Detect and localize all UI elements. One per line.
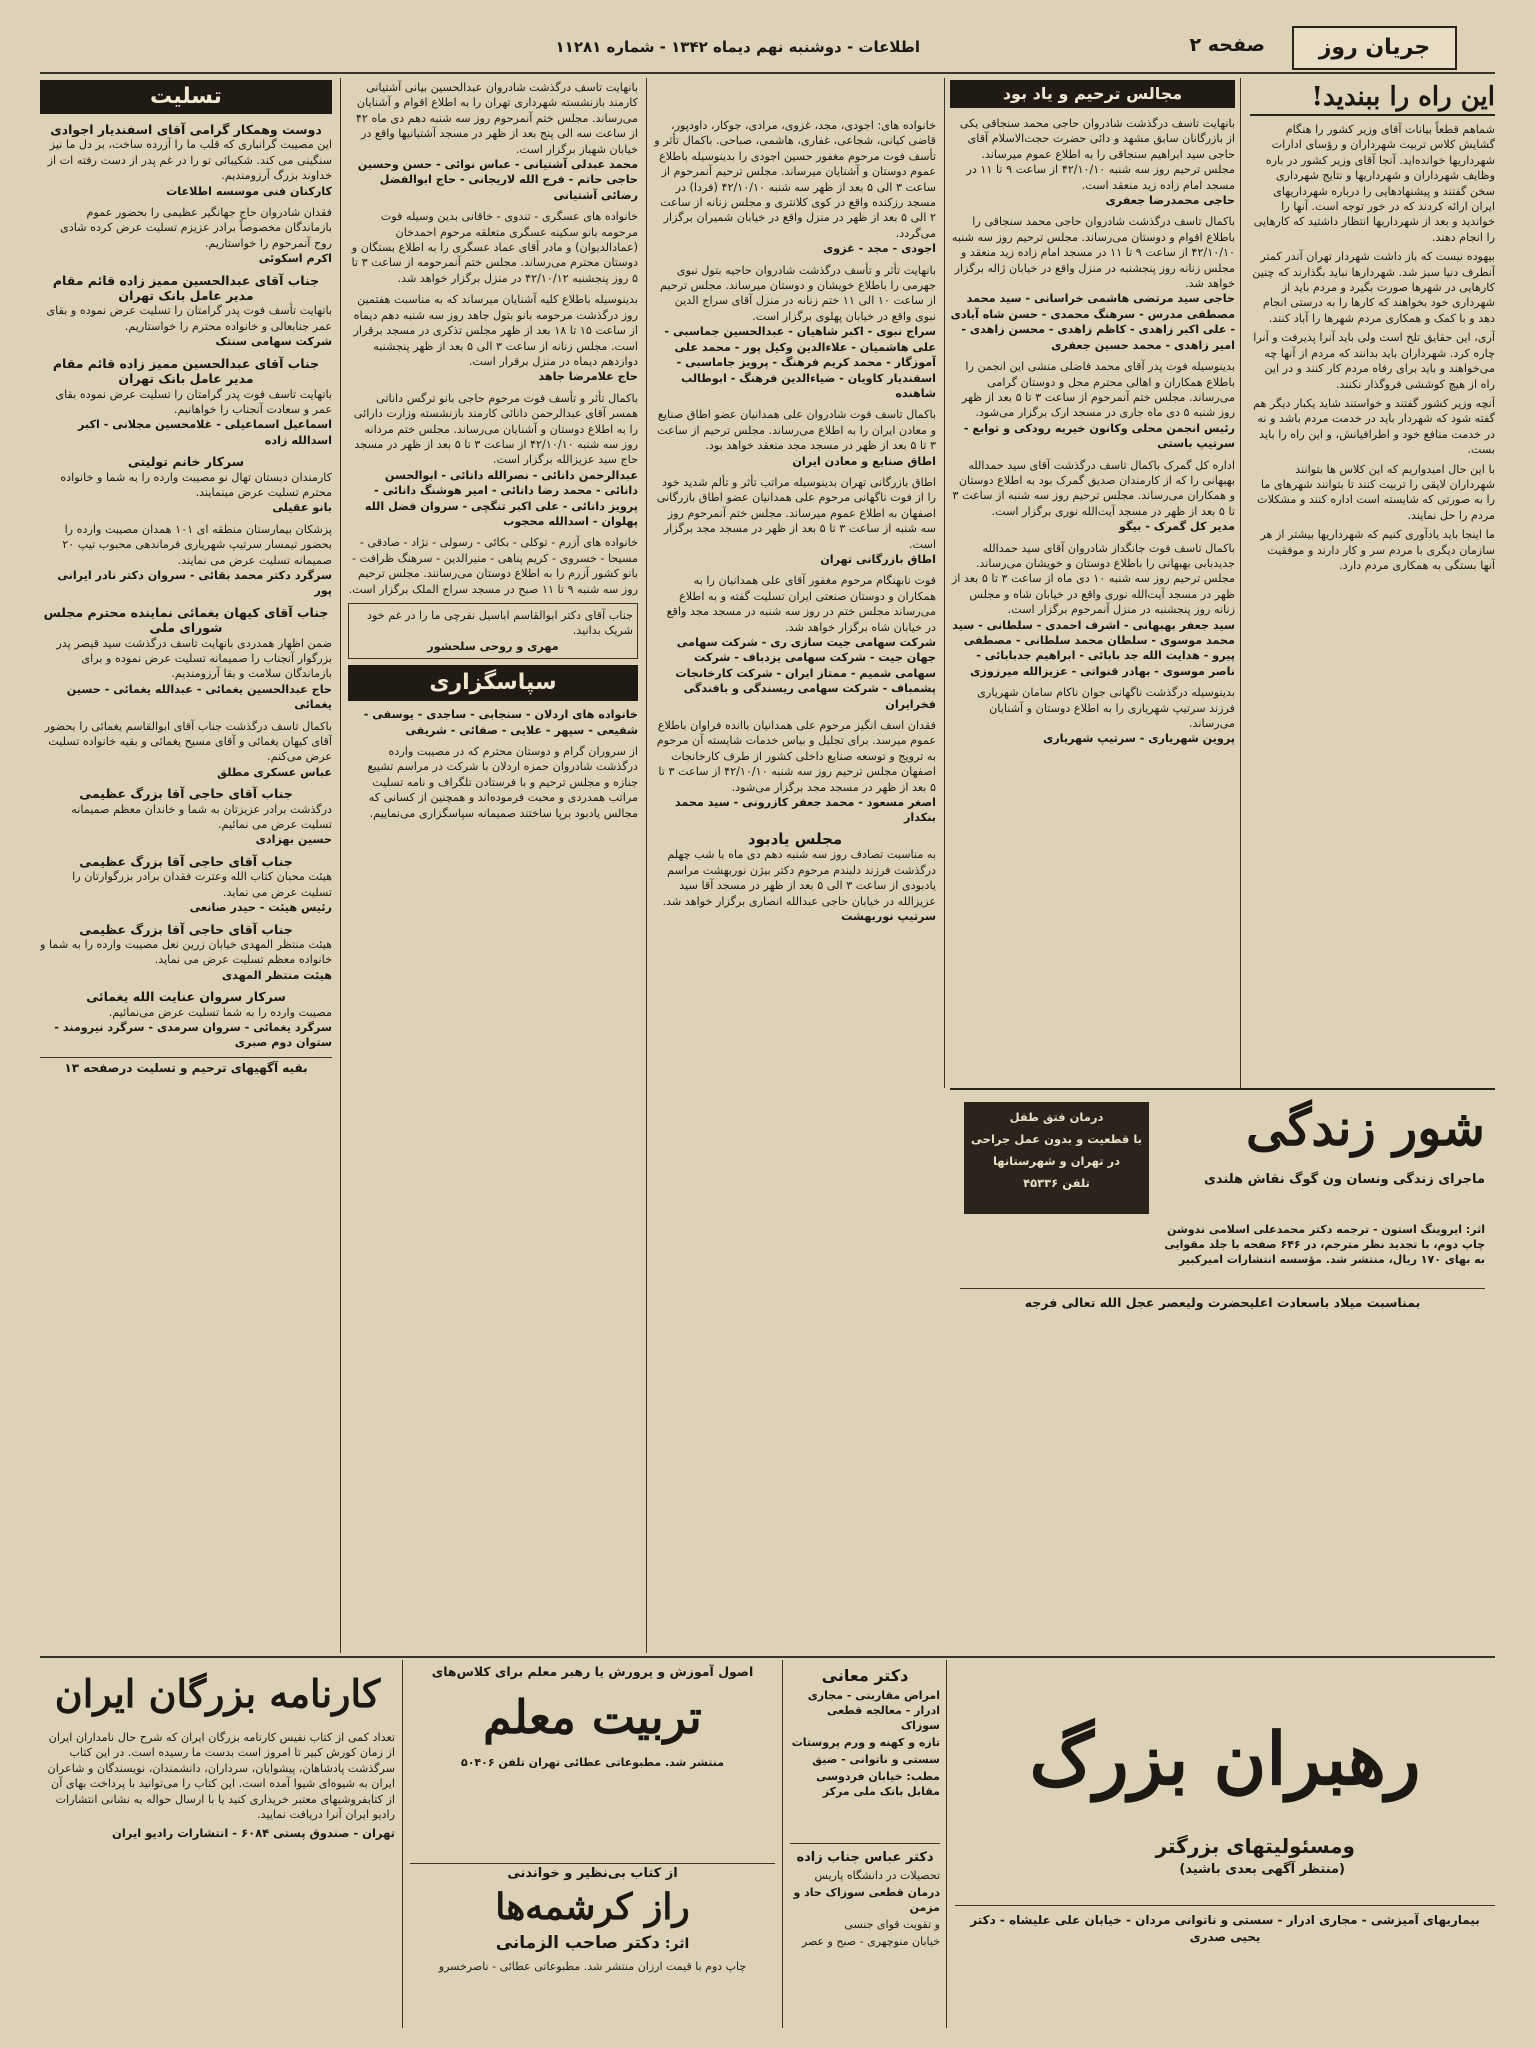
rahbaran-title: رهبران بزرگ [1029,1716,1421,1801]
obituary-notice: خانواده های: اجودی، مجد، غزوی، مرادی، جوکار، داودپور، قاضی کیانی، شجاعی، غفاری، هاشمی، صباحی. باکمال تأثر و تأسف فوت مرحوم مغفور حسین اجودی را بدینوسیله باطلاع عموم دوستان و آشنایان میرساند. مجلس ترحیم آنمرحوم از ساعت ۳ الی ۵ بعد از ظهر سه شنبه ۴۲/۱۰/۱۰ (فردا) در مسجد رزکنده واقع در کوی کلانتری و مجلس زنانه از ساعت ۲ الی ۵ بعد از ظهر در منزل واقع در خیابان شمیران برگزار می‌گردد. اجودی - مجد - غزوی [654,119,936,256]
hernia-ad-line: با قطعیت و بدون عمل جراحی [971,1132,1142,1146]
condolence-notice: جناب آقای حاجی آقا بزرگ عظیمی هیئت محبان کتاب الله وعترت فقدان برادر بزرگوارتان را تسلیت عرض می نماید. رئیس هیئت - حیدر صانعی [72,853,332,915]
karnameh-ad [40,1664,395,2026]
editorial-paragraph: با این حال امیدواریم که این کلاس ها بتوانند شهرداران لایقی را تربیت کنند تا بتوانند شهرهای ما را به صورتی که شایسته است اداره کنند و مشکلات مردم را حل نمایند. [1257,462,1495,522]
obituary-notice: بدینوسیله فوت پدر آقای محمد فاضلی منشی این انجمن را باطلاع همکاران و اهالی محترم محل و دوستان گرامی می‌رساند. مجلس ختم آنمرحوم از ساعت ۳ تا ۵ بعد از ظهر روز شنبه ۵ دی ماه جاری در مسجد ارک برگزار می‌شود. رئیس انجمن محلی وکانون خیریه رودکی و توابع - سرتیپ باستی [961,360,1235,451]
obituary-notice: باکمال تاسف فوت جانگداز شادروان آقای سید حمدالله جدیدبابی بهبهانی را باطلاع دوستان و خویشان می‌رساند. مجلس ترحیم روز سه شنبه ۱۰ دی ماه از ساعت ۳ تا ۵ بعد از ظهر در مسجد آیت‌الله نوری واقع در خیابان شاه و مجلس زنانه روز پنجشنبه در منزل آنمرحوم برگزار است. سید جعفر بهبهانی - اشرف احمدی - سلطانی - سید محمد موسوی - سلطان محمد سلطانی - مصطفی پیرو - هدایت الله جد بابائی - ابراهیم جدبابائی - ناصر موسوی - بهادر قنواتی - عزیزالله میرزوزی [951,541,1235,678]
ad-line: به بهای ۱۷۰ ریال، منتشر شد. مؤسسه انتشارات امیرکبیر [1178,1253,1485,1266]
condolence-notice: جناب آقای کیهان یغمائی نماینده محترم مجلس شورای ملی ضمن اظهار همدردی بانهایت تاسف درگذشت سید قیصر پدر بزرگوار آنجناب را صمیمانه تسلیت عرض نموده و برای بازماندگان سلامت و بقا آرزومندیم. حاج عبدالحسین یغمائی - عبدالله یغمائی - حسین یغمائی [43,604,332,712]
editorial-headline: این راه را ببندید! [1250,80,1495,116]
raz-top: از کتاب بی‌نظیر و خواندنی [507,1866,678,1881]
tarbiat-top: اصول آموزش و پرورش یا رهبر معلم برای کلاس‌های [431,1664,754,1679]
hernia-ad-line: درمان فتق طفل [1009,1110,1104,1124]
raz-author-line: اثر: دکتر صاحب الزمانی [495,1933,690,1953]
obituary-notice: بانهایت تاسف درگذشت شادروان حاجی محمد سنجاقی یکی از بازرگانان سابق مشهد و دائی حضرت حجت‌الاسلام آقای حاجی سید ابراهیم سنجاقی را به اطلاع عموم میرساند. مجلس ترحیم روز سه شنبه ۴۲/۱۰/۱۰ از ساعت ۹ تا ۱۱ در مسجد امام زاده زید منعقد است. حاجی محمدرضا جعفری [959,117,1235,208]
column-rule [1240,78,1241,1088]
doctor-ad-1 [790,1664,940,1844]
obituary-notice: اطاق بازرگانی تهران بدینوسیله مراتب تأثر و تألم شدید خود را از فوت ناگهانی مرحوم علی همدانیان عضو اطاق بازرگانی اصفهان به اطلاع عموم میرساند. مجلس ختم آنمرحوم روز سه شنبه از ساعت ۳ تا ۵ بعد از ظهر در مسجد مجد برگزار است. اطاق بازرگانی تهران [656,475,936,566]
raz-ad [410,1866,775,2026]
obituary-notice: اداره کل گمرک باکمال تاسف درگذشت آقای سید حمدالله بهبهانی را که از کارمندان صدیق گمرک بود به اطلاع دوستان و همکاران می‌رساند. مجلس ترحیم روز سه شنبه از ساعت ۳ تا ۵ بعد از ظهر در مسجد آیت‌الله نوری برگزار است. مدیر کل گمرک - بیگو [952,458,1235,534]
doctor2-line: تحصیلات در دانشگاه پاریس [814,1869,940,1882]
condolence-notice: فقدان شادروان حاج جهانگیر عظیمی را بحضور عموم بازماندگان مخصوصاً برادر عزیزم تسلیت عرض کرده شادی روح آنمرحوم را خواستاریم. اکرم اسکوئی [60,206,332,266]
doctor1-line: تازه و کهنه و ورم پروستات [791,1736,940,1749]
birthday-line: بمناسبت میلاد باسعادت اعلیحضرت ولیعصر عجل الله تعالی فرجه [960,1288,1485,1310]
condolence-notice: جناب آقای عبدالحسین ممیز زاده قائم مقام مدیر عامل بانک تهران باتهایت تاسف فوت پدر گرامتان را تسلیت عرض نموده بقای عمر و سعادت آنجناب را خواهانیم. اسماعیل اسماعیلی - غلامحسین مجلانی - اکبر اسدالله زاده [52,355,332,447]
hernia-ad-line: تلفن ۴۵۳۳۶ [1023,1176,1090,1190]
editorial-paragraph: شماهم قطعاً بیانات آقای وزیر کشور را هنگام گشایش کلاس تربیت شهرداران و رؤسای ادارات شهرداریها خوانده‌اید. آنجا آقای وزیر کشور در باره وظایف شهرداران و شهرداریها و نتایج شهرداری سخن گفتند و پیشنهادهایی را درباره شهرداریهای ایران ارائه کردند که در خور توجه است. آنها را خواندید و بعد از شهرداریها انتظار داشتید که کارهایی را انجام دهند. [1253,123,1495,244]
condolence-notice: باکمال تاسف درگذشت جناب آقای ابوالقاسم یغمائی را بحضور آقای کیهان یغمائی و آقای مسیح یغمائی و بقیه خانواده تسلیت عرض می‌کنم. عباس عسکری مطلق [44,719,332,779]
editorial-paragraph: آری، این حقایق تلخ است ولی باید آنرا پذیرفت و آنرا چاره کرد. شهرداران باید بدانند که مردم از آنها چه می‌خواهند و باید برای رفاه مردم کار کنند و در این راه از هیچ کوششی فروگذار نکنند. [1253,331,1495,391]
tarbiat-title: تربیت معلم [483,1690,702,1744]
page-label: صفحه ۲ [1189,34,1265,56]
shoor-zendegi-details [964,1222,1485,1267]
obituary-notice: بدینوسیله باطلاع کلیه آشنایان میرساند که به مناسبت هفتمین روز درگذشت مرحومه بانو بتول جاهد روز سه شنبه دهم دیماه از ساعت ۱۵ تا ۱۸ بعد از ظهر مجلس تذکری در مسجد برقرار است. مجلس زنانه از ساعت ۳ الی ۵ بعد از ظهر پنجشنبه دوازدهم دیماه در منزل برقرار است. حاج علامرضا جاهد [353,293,638,384]
rahbaran-ad [955,1664,1495,2026]
obituary-notice: بدینوسیله درگذشت ناگهانی جوان ناکام سامان شهریاری فرزند سرتیپ شهریاری را به اطلاع دوستان و آشنایان می‌رساند. پروین شهریاری - سرتیپ شهریاری [977,686,1235,746]
karnameh-title: کارنامه بزرگان ایران [54,1671,381,1716]
shoor-zendegi-title: شور زندگی [1245,1098,1485,1157]
doctor2-name: دکتر عباس جناب زاده [796,1850,934,1865]
memorial-notice: مجلس یادبود به مناسبت تصادف روز سه شنبه دهم دی ماه با شب چهلم درگذشت فرزند دلبندم مرحوم دکتر بیژن نوربهشت مراسم یادبودی از ساعت ۳ الی ۵ بعد از ظهر در مسجد آقا سید عزیزالله در خیابان حاجی عبدالله انصاری برگزار خواهد شد. سرتیپ نوربهشت [662,829,936,923]
obituary-notice: خانواده های آزرم - توکلی - بکائی - رسولی - نژاد - صادقی - مسیحا - خسروی - کریم پناهی - منیرالدین - سرهنگ ظرافت - بانو کشور آزرم را به اطلاع دوستان می‌رسانند. مجلس ترحیم روز سه شنبه ۹ تا ۱۱ صبح در مسجد سراج الملک برگزار است. [348,536,638,596]
karnameh-contact: تهران - صندوق پستی ۶۰۸۴ - انتشارات رادیو ایران [112,1826,395,1841]
condolence-banner: تسلیت [40,80,332,114]
condolence-notice: جناب آقای عبدالحسین ممیز زاده قائم مقام مدیر عامل بانک تهران باتهایت تأسف فوت پدر گرامتان را تسلیت عرض نموده و بقای عمر جنابعالی و خانواده محترم را خواستاریم. شرکت سهامی سنتک [46,272,332,349]
obituary-notice: بانهایت تاسف درگذشت شادروان عبدالحسین بیانی آشتیانی کارمند بازنشسته شهرداری تهران را به اطلاع اقوام و آشنایان می‌رساند. مجلس ختم آنمرحوم روز سه شنبه دهم دی ماه ۴۲ از ساعت سه الی پنج بعد از ظهر در مسجد آشتیانیها واقع در خیابان شهباز برگزار است. محمد عبدلی آشتیانی - عباس نوائی - حسن وحسین حاجی حاتم - فرج الله لاریجانی - حاج ابوالفضل رضائی آشتیانی [355,81,638,202]
obituary-notice: باکمال تاسف درگذشت شادروان حاجی محمد سنجاقی را باطلاع اقوام و دوستان می‌رساند. مجلس ترحیم روز سه شنبه ۴۲/۱۰/۱۰ از ساعت ۹ تا ۱۱ در مسجد امام زاده زید منعقد و مجلس زنانه روز پنجشنبه در منزل واقع در خیابان ژاله برگزار خواهد شد. حاجی سید مرتضی هاشمی خراسانی - سید محمد مصطفی مدرس - سرهنگ محمدی - حسن شاه آبادی - علی اکبر زاهدی - کاظم زاهدی - محسن زاهدی - امیر زاهدی - محمد حسین جعفری [950,215,1235,352]
editorial-paragraph: ما اینجا باید یادآوری کنیم که شهرداریها بیشتر از هر سازمان دیگری با مردم سر و کار دارند و موفقیت آنها بستگی به همکاری مردم دارد. [1260,528,1495,572]
column-rule [402,1660,403,2028]
ad-line: چاپ دوم، با تجدید نظر مترجم، در ۶۴۶ صفحه با جلد مقوایی [1164,1238,1485,1251]
condolence-notice: جناب آقای حاجی آقا بزرگ عظیمی درگذشت برادر عزیزتان به شما و خاندان معظم صمیمانه تسلیت عرض می نمائیم. حسین بهزادی [71,786,332,847]
column-rule [340,78,341,1653]
editorial-paragraph: بیهوده نیست که باز داشت شهردار تهران آندر کمتر آنطرف دنیا سبز شد. شهردارها نباید بگذارند که چنین کارهایی در شهرها صورت بگیرد و مردم باید از شهرداری خود بخواهند که کارها را به درستی انجام دهد و با کمک و همکاری مردم شهرها را آباد کنند. [1252,250,1495,325]
thanks-banner: سپاسگزاری [348,665,638,701]
majales-column [950,80,1235,1088]
raz-title: راز کرشمه‌ها [495,1886,690,1928]
karnameh-body: تعداد کمی از کتاب نفیس کارنامه بزرگان ایران که شرح حال نامداران ایران از زمان کورش کبیر تا امروز است بدست ما رسیده است. در این کتاب سرگذشت پادشاهان، پیشوایان، سرداران، دانشمندان، نویسندگان و شاعران ایران به شیوه‌ای شیوا آمده است. این کتاب را می‌توانید با پرداخت بهای آن از کتابفروشیهای معتبر خریداری کنید یا با ارسال حواله به نشانی انتشارات رادیو ایران آنرا دریافت نمایید. [47,1731,395,1822]
continued-footer: بقیه آگهیهای ترحیم و تسلیت درصفحه ۱۳ [40,1057,332,1075]
raz-sub: چاپ دوم با قیمت ارزان منتشر شد. مطبوعاتی عطائی - ناصرخسرو [438,1960,747,1973]
obituary-notice: فقدان اسف انگیز مرحوم علی همدانیان باانده فراوان باطلاع عموم میرسد. برای تجلیل و بیاس خدمات شایسته آن مرحوم به ترویج و توسعه صنایع داخلی کشور از طرف کارخانجات اصفهان مجلس ترحیم روز سه شنبه ۴۲/۱۰/۱۰ از ساعت ۳ تا ۵ بعد از ظهر در مسجد مجد برگزار می‌شود. اصغر مسعود - محمد جعفر کازرونی - سید محمد بنکدار [656,719,936,825]
page-header [0,0,1535,80]
hernia-ad-line: در تهران و شهرستانها [992,1154,1121,1168]
doctor1-name: دکتر معانی [821,1666,909,1685]
shoor-zendegi-ad [950,1088,1495,1320]
doctor2-line: درمان قطعی سوزاک حاد و مزمن [793,1886,940,1914]
condolence-notice: سرکار خانم تولیتی کارمندان دبستان تهال نو مصیبت وارده را به شما و خانواده محترم تسلیت عرض مینمایند. بانو عقیلی [60,454,332,515]
column-rule [782,1660,783,2028]
shoor-zendegi-subtitle: ماجرای زندگی ونسان ون گوگ نقاش هلندی [1204,1172,1485,1187]
doctor1-line: سستی و ناتوانی - ضیق [812,1753,940,1766]
thanks-families: خانواده های اردلان - سنجابی - ساجدی - یوسفی - شفیعی - سپهر - علایی - صفائی - شریفی [363,708,638,737]
rahbaran-subtitle-2: (منتظر آگهی بعدی باشید) [1179,1862,1345,1877]
column-rule [646,78,647,1653]
thanks-body: از سروران گرام و دوستان محترم که در مصیبت وارده درگذشت شادروان حمزه اردلان با شرکت در مراسم تشییع جنازه و مجلس ترحیم و با فرستادن تلگراف و نامه تسلیت مراتب همدردی و محبت فرموده‌اند و همچنین از کسانی که مجالس یادبود برپا ساختند صمیمانه سپاسگزاری می‌نماییم. [367,745,638,820]
obituary-notice: بانهایت تأثر و تأسف درگذشت شادروان حاجیه بتول نبوی جهرمی را باطلاع خویشان و دوستان میرساند. مجلس ترحیم از ساعت ۱۰ الی ۱۱ ختم زنانه در منزل آقای سراج الدین نبوی واقع در خیابان پهلوی برگزار است. سراج نبوی - اکبر شاهیان - عبدالحسین جماسبی - علی هاشمیان - علاءالدین وکیل پور - محمد علی آموزگار - محمد کریم فرهنگ - پرویز جاماسبی - اسفندیار کاویان - ضیاءالدین فرهنگ - ابوطالب شاهنده [660,263,936,400]
hernia-ad-box [964,1102,1149,1214]
condolence-notice: سرکار سروان عنایت الله یغمائی مصیبت وارده را به شما تسلیت عرض می‌نمائیم. سرگرد یغمائی - سروان سرمدی - سرگرد نیرومند - ستوان دوم صبری [54,989,332,1050]
rahbaran-footer: بیماریهای آمیزشی - مجاری ادرار - سستی و ناتوانی مردان - خیابان علی علیشاه - دکتر یحیی صدری [955,1905,1495,1946]
header-rule [40,72,1495,74]
doctor2-line: خیابان منوچهری - صبح و عصر [801,1935,940,1948]
tarbiat-sub: منتشر شد. مطبوعاتی عطائی تهران تلفن ۵۰۴۰۶ [461,1756,724,1769]
condolence-notice: پزشکان بیمارستان منطقه ای ۱۰۱ همدان مصیبت وارده را بحضور تیمسار سرتیپ شهریاری فرماندهی محبوب تیپ ۲۰ صمیمانه تسلیت عرض می نمایند. سرگرد دکتر محمد بقائی - سروان دکتر نادر ایرانی پور [57,522,332,598]
condolence-notice: دوست وهمکار گرامی آقای اسفندیار اجوادی این مصیبت گرانباری که قلب ما را آزرده ساخت، بر دل ما نیز سنگینی می کند. شکیبائی تو را در غم پدر از دست رفته ات از خداوند بزرگ آرزومندیم. کارکنان فنی موسسه اطلاعات [47,122,332,198]
column-box-title: جریان روز [1292,26,1457,70]
ads-rule [40,1656,1495,1658]
obituary-notice: فوت نابهنگام مرحوم مغفور آقای علی همدانیان را به همکاران و دوستان صنعتی ایران تسلیت گفته و به اطلاع می‌رساند مجلس ختم در روز سه شنبه در مسجد مجد واقع در خیابان شاه برگزار خواهد شد. شرکت سهامی جیت سازی ری - شرکت سهامی جهان جیت - شرکت سهامی یزدباف - شرکت سهامی شمیم - ممتاز ایران - شرکت کارخانجات پشمباف - شرکت سهامی ریسندگی و بافندگی فخرایران [666,574,936,711]
column-rule [944,78,945,1088]
doctor1-line: مطب: خیابان فردوسی مقابل بانک ملی مرکز [816,1770,940,1798]
condolence-notice: جناب آقای حاجی آقا بزرگ عظیمی هیئت منتظر المهدی خیابان زرین نعل مصیبت وارده را به شما و خانواده معظم تسلیت عرض می نماید. هیئت منتظر المهدی [40,921,332,982]
obituary-notice: باکمال تأثر و تأسف فوت مرحوم حاجی بانو ترگس داناتی همسر آقای عبدالرحمن دانائی کارمند بازنشسته وزارت دارائی را به اطلاع دوستان و آشنایان می‌رساند. مجلس ختم مردانه روز سه شنبه ۴۲/۱۰/۱۰ از ساعت ۳ تا ۵ بعد از ظهر در مسجد حاج سید عزیزالله برگزار است. عبدالرحمن دانائی - نصرالله دانائی - ابوالحسن دانائی - محمد رضا دانائی - امیر هوشنگ دانائی - پرویز دانائی - علی اکبر تنگچی - سروان فضل الله پهلوان - اسدالله محجوب [353,391,638,528]
column-rule [946,1660,947,2028]
obituary-notice: جناب آقای دکتر ابوالقاسم اباسیل نفرچی ما را در غم خود شریک بدانید. مهری و روحی سلحشور [348,603,638,659]
doctor1-line: امراض مقاربتی - مجاری ادرار - معالجه قطعی سوزاک [807,1689,940,1732]
condolence-column [40,80,332,1650]
editorial-paragraph: آنچه وزیر کشور گفتند و خواستند شاید یکبار دیگر هم گفته شود که شهردار باید در خدمت مردم باشد و نه در خدمت منافع خود و اطرافیانش، و این راه را باید بست. [1253,396,1495,457]
majales-banner: مجالس ترحیم و یاد بود [950,80,1235,108]
editorial-column [1250,80,1495,1090]
obituary-notice: باکمال تاسف فوت شادروان علی همدانیان عضو اطاق صنایع و معادن ایران را به اطلاع می‌رساند. مجلس ترحیم از ساعت ۳ تا ۵ بعد از ظهر در مسجد مجد منعقد خواهد بود. اطاق صنایع و معادن ایران [657,408,936,468]
doctor2-line: و تقویت قوای جنسی [844,1918,940,1931]
publication-line: اطلاعات - دوشنبه نهم دیماه ۱۳۴۲ - شماره ۱۱۲۸۱ [555,38,920,56]
doctor-ad-2 [790,1848,940,2026]
tarbiat-ad [410,1664,775,1864]
rahbaran-subtitle: ومسئولیتهای بزرگتر [1155,1834,1355,1858]
middle-column [654,118,936,1648]
ad-line: اثر: ایروینگ استون - ترجمه دکتر محمدعلی اسلامی ندوشن [1166,1223,1485,1236]
condolence-column-2 [348,80,638,1650]
obituary-notice: خانواده های عسگری - تندوی - خاقانی بدین وسیله فوت مرحومه بانو سکینه عسگری متعلقه مرحوم احمدخان (عمادالدیوان) و مادر آقای عماد عسگری را به اطلاع بستگان و دوستان محترم می‌رساند. مجلس ختم آنمرحومه از ساعت ۳ تا ۵ روز پنجشنبه ۴۲/۱۰/۱۲ در منزل برگزار خواهد شد. [351,210,638,285]
